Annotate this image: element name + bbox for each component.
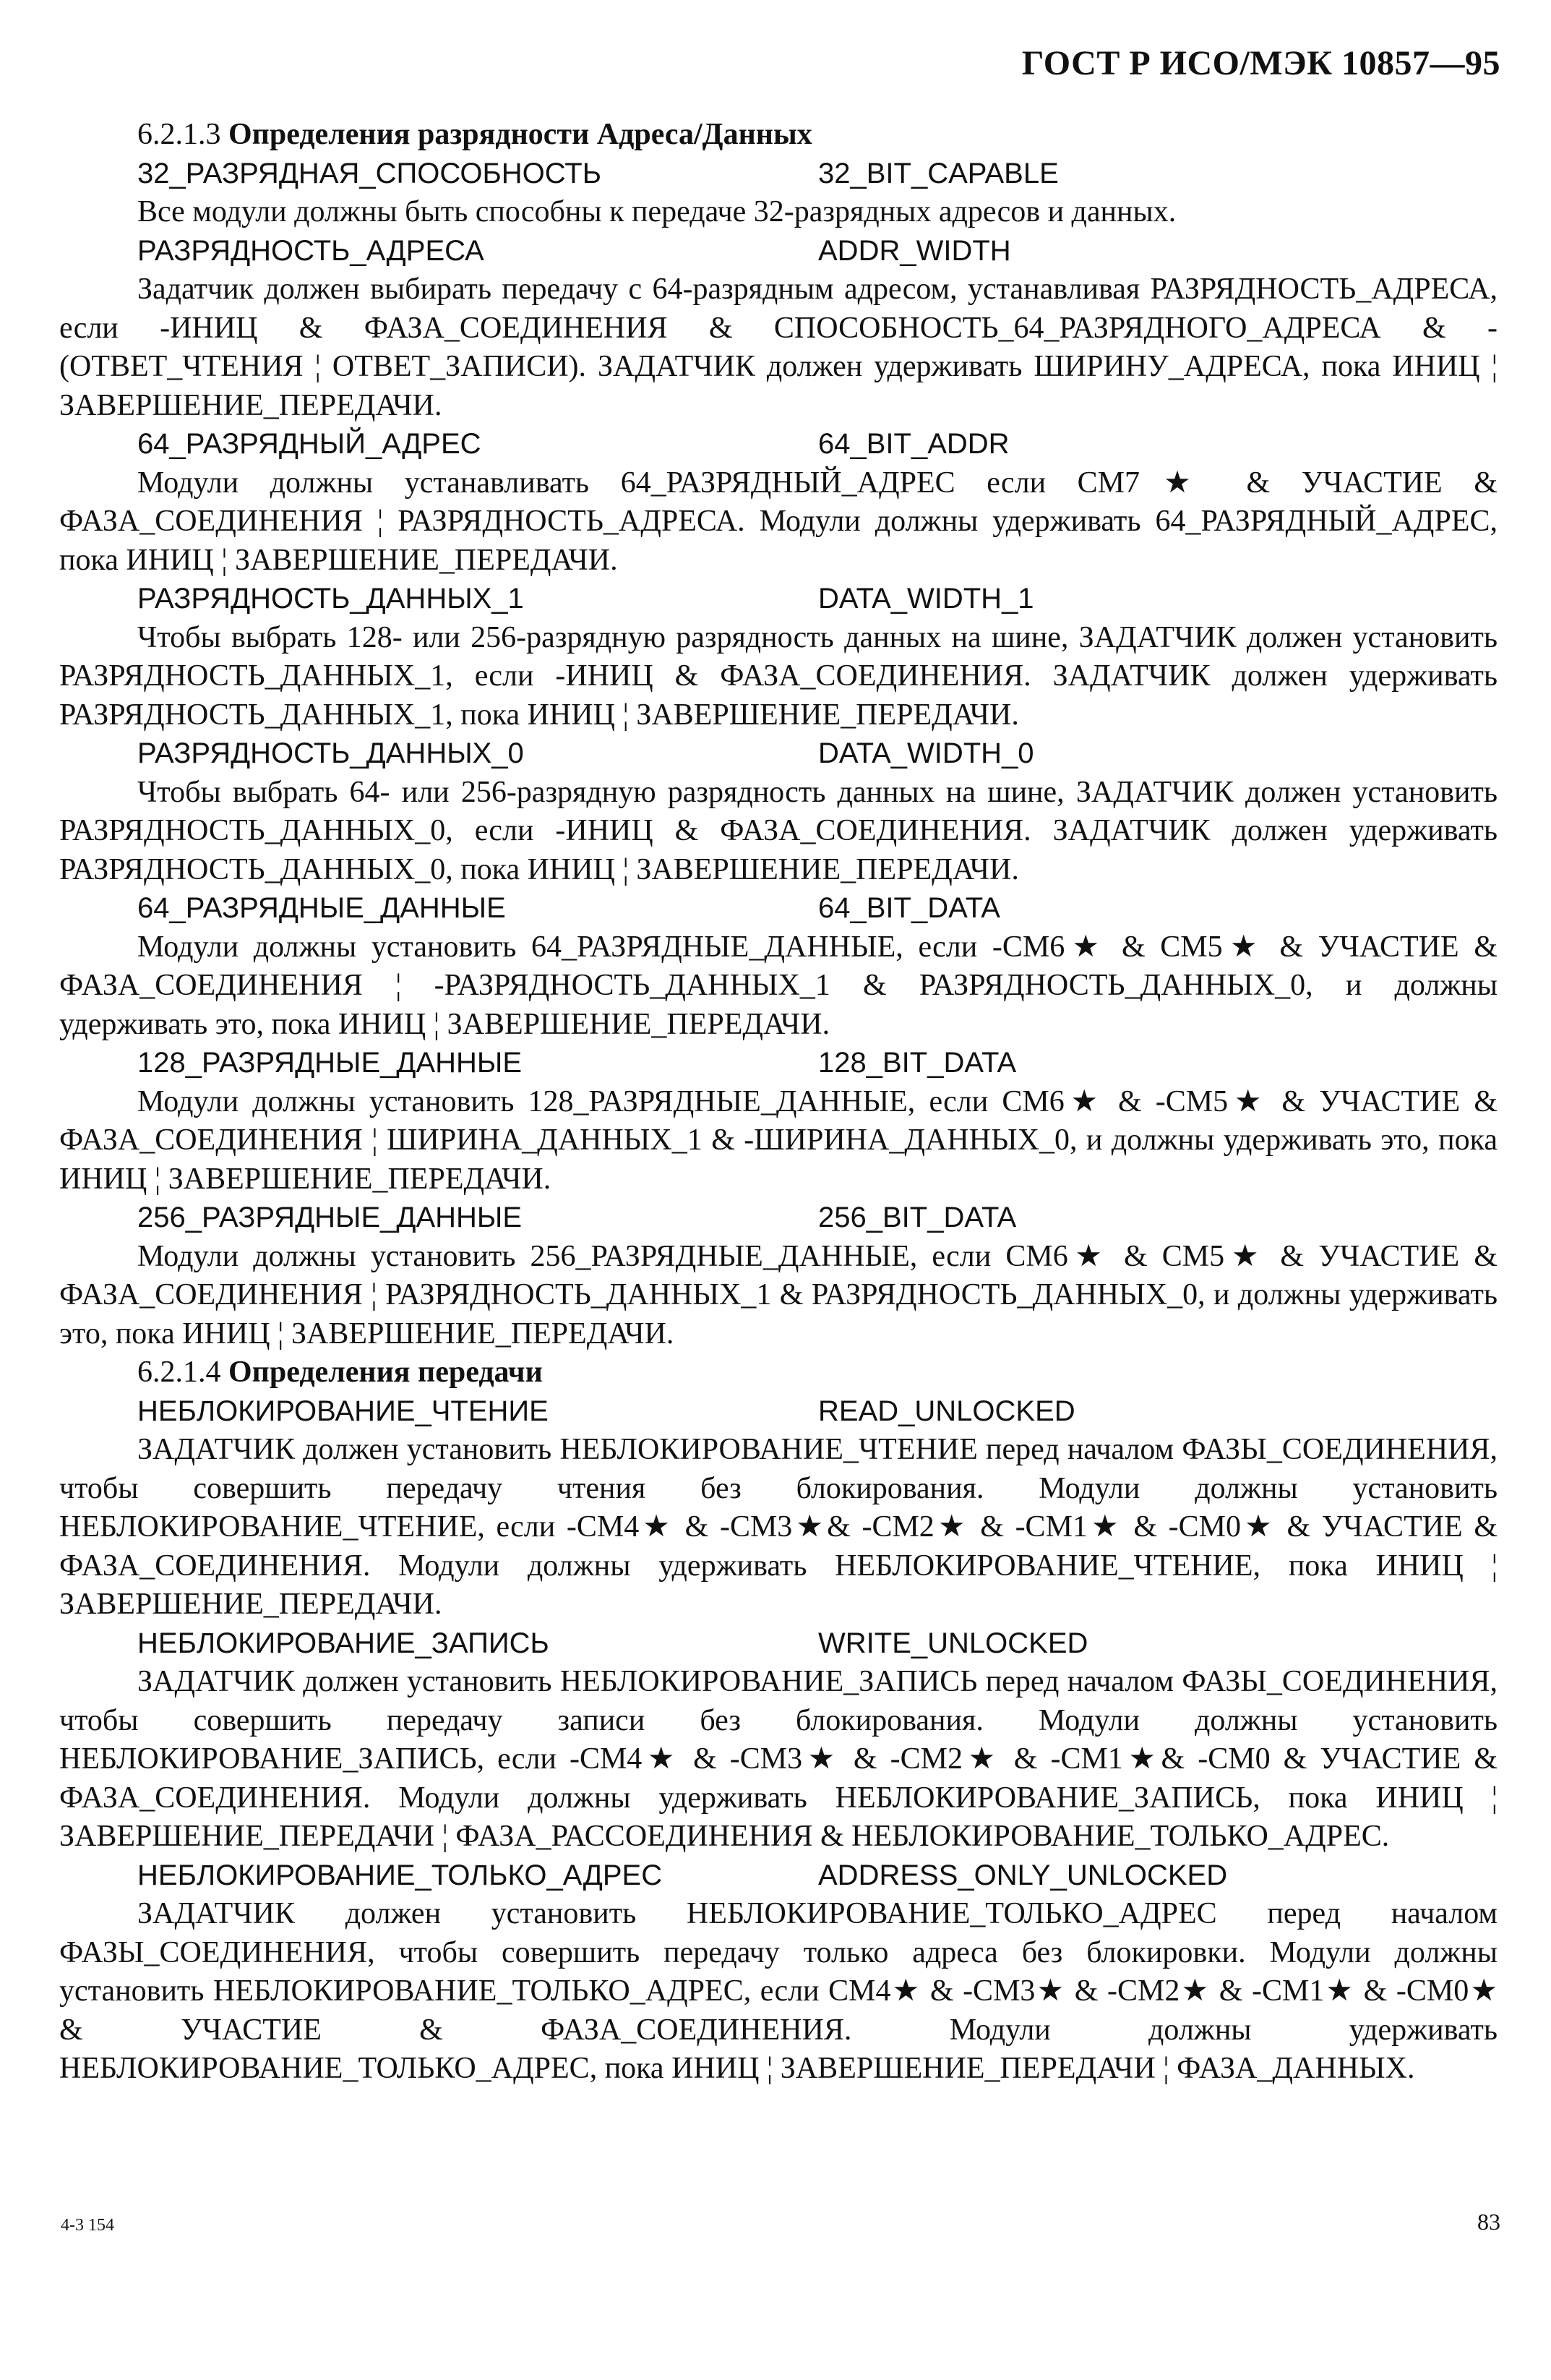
definition-text: Модули должны установить 128_РАЗРЯДНЫЕ_ДАННЫЕ, если СМ6★ & -СМ5★ & УЧАСТИЕ & ФАЗА_СОЕДИНЕНИЯ ¦ ШИРИНА_ДАННЫХ_1 & -ШИРИНА_ДАННЫХ_0, и должны удерживать это, пока ИНИЦ ¦ ЗАВЕРШЕНИЕ_ПЕРЕДАЧИ. <box>59 1084 1498 1196</box>
term-english: READ_UNLOCKED <box>818 1395 1075 1427</box>
term-row <box>59 889 1498 928</box>
section-number: 6.2.1.3 <box>137 118 221 151</box>
term-russian: РАЗРЯДНОСТЬ_ДАННЫХ_1 <box>137 583 524 615</box>
definition-text: ЗАДАТЧИК должен установить НЕБЛОКИРОВАНИЕ_ЧТЕНИЕ перед началом ФАЗЫ_СОЕДИНЕНИЯ, чтобы совершить передачу чтения без блокирования. Модули должны установить НЕБЛОКИРОВАНИЕ_ЧТЕНИЕ, если -СМ4★ & -СМ3★& -СМ2★ & -СМ1★ & -СМ0★ & УЧАСТИЕ & ФАЗА_СОЕДИНЕНИЯ. Модули должны удерживать НЕБЛОКИРОВАНИЕ_ЧТЕНИЕ, пока ИНИЦ ¦ ЗАВЕРШЕНИЕ_ПЕРЕДАЧИ. <box>59 1433 1498 1621</box>
term-english: 32_BIT_CAPABLE <box>818 157 1059 189</box>
section-heading <box>59 116 1498 155</box>
term-row <box>59 580 1498 619</box>
page-number: 83 <box>1477 2209 1500 2235</box>
section-number: 6.2.1.4 <box>137 1356 221 1389</box>
term-russian: НЕБЛОКИРОВАНИЕ_ТОЛЬКО_АДРЕС <box>137 1859 663 1891</box>
section-heading <box>59 1353 1498 1392</box>
term-russian: НЕБЛОКИРОВАНИЕ_ЧТЕНИЕ <box>137 1395 549 1427</box>
term-english: 64_BIT_DATA <box>818 892 1000 924</box>
section-title: Определения разрядности Адреса/Данных <box>228 118 812 151</box>
definition-text: ЗАДАТЧИК должен установить НЕБЛОКИРОВАНИЕ_ЗАПИСЬ перед началом ФАЗЫ_СОЕДИНЕНИЯ, чтобы совершить передачу записи без блокирования. Модули должны установить НЕБЛОКИРОВАНИЕ_ЗАПИСЬ, если -СМ4★ & -СМ3★ & -СМ2★ & -СМ1★& -СМ0 & УЧАСТИЕ & ФАЗА_СОЕДИНЕНИЯ. Модули должны удерживать НЕБЛОКИРОВАНИЕ_ЗАПИСЬ, пока ИНИЦ ¦ ЗАВЕРШЕНИЕ_ПЕРЕДАЧИ ¦ ФАЗА_РАССОЕДИНЕНИЯ & НЕБЛОКИРОВАНИЕ_ТОЛЬКО_АДРЕС. <box>59 1665 1498 1853</box>
term-row <box>59 155 1498 194</box>
term-row <box>59 1625 1498 1664</box>
definition-text: Модули должны устанавливать 64_РАЗРЯДНЫЙ_АДРЕС если СМ7★ & УЧАСТИЕ & ФАЗА_СОЕДИНЕНИЯ ¦ РАЗРЯДНОСТЬ_АДРЕСА. Модули должны удерживать 64_РАЗРЯДНЫЙ_АДРЕС, пока ИНИЦ ¦ ЗАВЕРШЕНИЕ_ПЕРЕДАЧИ. <box>59 466 1498 577</box>
term-row <box>59 232 1498 271</box>
term-russian: 64_РАЗРЯДНЫЕ_ДАННЫЕ <box>137 892 506 924</box>
document-body <box>59 116 1498 2089</box>
footer-print-code: 4-3 154 <box>61 2216 114 2235</box>
term-row <box>59 1392 1498 1431</box>
term-english: 256_BIT_DATA <box>818 1202 1017 1233</box>
term-row <box>59 425 1498 464</box>
term-english: ADDR_WIDTH <box>818 234 1011 267</box>
term-english: DATA_WIDTH_1 <box>818 583 1034 615</box>
term-russian: 256_РАЗРЯДНЫЕ_ДАННЫЕ <box>137 1202 523 1233</box>
term-english: DATA_WIDTH_0 <box>818 737 1034 769</box>
definition-text: Модули должны установить 256_РАЗРЯДНЫЕ_ДАННЫЕ, если СМ6★ & СМ5★ & УЧАСТИЕ & ФАЗА_СОЕДИНЕНИЯ ¦ РАЗРЯДНОСТЬ_ДАННЫХ_1 & РАЗРЯДНОСТЬ_ДАННЫХ_0, и должны удерживать это, пока ИНИЦ ¦ ЗАВЕРШЕНИЕ_ПЕРЕДАЧИ. <box>59 1239 1498 1350</box>
definition-text: Задатчик должен выбирать передачу с 64-разрядным адресом, устанавливая РАЗРЯДНОСТЬ_АДРЕСА, если -ИНИЦ & ФАЗА_СОЕДИНЕНИЯ & СПОСОБНОСТЬ_64_РАЗРЯДНОГО_АДРЕСА & -(ОТВЕТ_ЧТЕНИЯ ¦ ОТВЕТ_ЗАПИСИ). ЗАДАТЧИК должен удерживать ШИРИНУ_АДРЕСА, пока ИНИЦ ¦ ЗАВЕРШЕНИЕ_ПЕРЕДАЧИ. <box>59 273 1498 422</box>
page-header: ГОСТ Р ИСО/МЭК 10857—95 <box>1021 44 1500 82</box>
definition-text: Чтобы выбрать 128- или 256-разрядную разрядность данных на шине, ЗАДАТЧИК должен установить РАЗРЯДНОСТЬ_ДАННЫХ_1, если -ИНИЦ & ФАЗА_СОЕДИНЕНИЯ. ЗАДАТЧИК должен удерживать РАЗРЯДНОСТЬ_ДАННЫХ_1, пока ИНИЦ ¦ ЗАВЕРШЕНИЕ_ПЕРЕДАЧИ. <box>59 620 1498 732</box>
term-english: ADDRESS_ONLY_UNLOCKED <box>818 1859 1228 1891</box>
term-row <box>59 1857 1498 1896</box>
term-row <box>59 1199 1498 1238</box>
term-russian: РАЗРЯДНОСТЬ_АДРЕСА <box>137 234 484 267</box>
definition-text: ЗАДАТЧИК должен установить НЕБЛОКИРОВАНИЕ_ТОЛЬКО_АДРЕС перед началом ФАЗЫ_СОЕДИНЕНИЯ, чтобы совершить передачу только адреса без блокировки. Модули должны установить НЕБЛОКИРОВАНИЕ_ТОЛЬКО_АДРЕС, если СМ4★ & -СМ3★ & -СМ2★ & -СМ1★ & -СМ0★ & УЧАСТИЕ & ФАЗА_СОЕДИНЕНИЯ. Модули должны удерживать НЕБЛОКИРОВАНИЕ_ТОЛЬКО_АДРЕС, пока ИНИЦ ¦ ЗАВЕРШЕНИЕ_ПЕРЕДАЧИ ¦ ФАЗА_ДАННЫХ. <box>59 1897 1498 2085</box>
term-russian: 32_РАЗРЯДНАЯ_СПОСОБНОСТЬ <box>137 157 601 189</box>
term-russian: НЕБЛОКИРОВАНИЕ_ЗАПИСЬ <box>137 1627 549 1659</box>
term-row <box>59 735 1498 774</box>
term-russian: РАЗРЯДНОСТЬ_ДАННЫХ_0 <box>137 737 524 769</box>
definition-text: Модули должны установить 64_РАЗРЯДНЫЕ_ДАННЫЕ, если -СМ6★ & СМ5★ & УЧАСТИЕ & ФАЗА_СОЕДИНЕНИЯ ¦ -РАЗРЯДНОСТЬ_ДАННЫХ_1 & РАЗРЯДНОСТЬ_ДАННЫХ_0, и должны удерживать это, пока ИНИЦ ¦ ЗАВЕРШЕНИЕ_ПЕРЕДАЧИ. <box>59 930 1498 1041</box>
definition-text: Все модули должны быть способны к передаче 32-разрядных адресов и данных. <box>137 195 1177 228</box>
definition-text: Чтобы выбрать 64- или 256-разрядную разрядность данных на шине, ЗАДАТЧИК должен установить РАЗРЯДНОСТЬ_ДАННЫХ_0, если -ИНИЦ & ФАЗА_СОЕДИНЕНИЯ. ЗАДАТЧИК должен удерживать РАЗРЯДНОСТЬ_ДАННЫХ_0, пока ИНИЦ ¦ ЗАВЕРШЕНИЕ_ПЕРЕДАЧИ. <box>59 775 1498 886</box>
term-english: 128_BIT_DATA <box>818 1047 1017 1079</box>
term-english: WRITE_UNLOCKED <box>818 1627 1088 1659</box>
term-row <box>59 1044 1498 1083</box>
term-russian: 64_РАЗРЯДНЫЙ_АДРЕС <box>137 428 481 460</box>
term-russian: 128_РАЗРЯДНЫЕ_ДАННЫЕ <box>137 1047 523 1079</box>
term-english: 64_BIT_ADDR <box>818 428 1010 460</box>
section-title: Определения передачи <box>228 1356 543 1389</box>
